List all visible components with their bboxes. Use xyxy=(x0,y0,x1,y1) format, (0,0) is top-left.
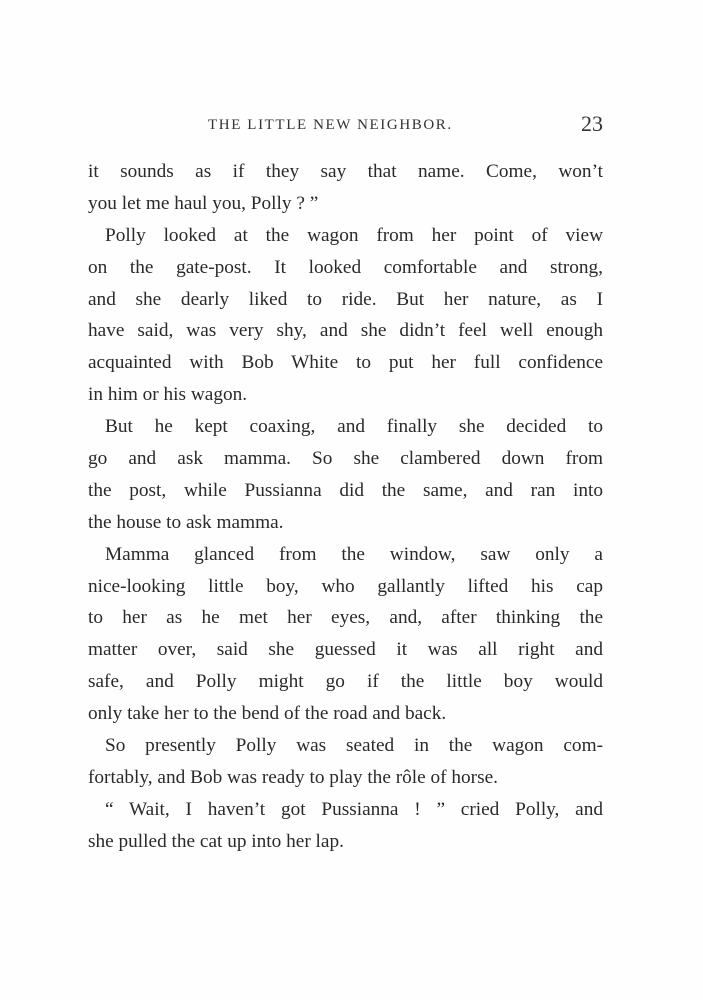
text-line: Polly looked at the wagon from her point of view xyxy=(105,224,603,246)
text-line: in him or his wagon. xyxy=(88,384,248,406)
text-line: fortably, and Bob was ready to play the rôle of horse. xyxy=(88,766,498,788)
text-line: the post, while Pussianna did the same, and ran into xyxy=(88,479,603,501)
text-line: you let me haul you, Polly ? ” xyxy=(88,192,319,214)
text-line: have said, was very shy, and she didn’t feel well enough xyxy=(88,320,603,342)
paragraph-1 xyxy=(88,156,603,220)
text-line: “ Wait, I haven’t got Pussianna ! ” cried Polly, and xyxy=(105,798,603,820)
text-line: to her as he met her eyes, and, after thinking the xyxy=(88,607,603,629)
text-line: the house to ask mamma. xyxy=(88,511,284,533)
paragraph-2 xyxy=(88,220,603,411)
text-line: go and ask mamma. So she clambered down from xyxy=(88,448,603,470)
running-head xyxy=(88,111,603,139)
paragraph-5 xyxy=(88,730,603,794)
paragraph-4 xyxy=(88,539,603,730)
text-line: But he kept coaxing, and finally she decided to xyxy=(105,416,603,438)
text-line: safe, and Polly might go if the little boy would xyxy=(88,671,603,693)
body-text xyxy=(88,156,603,858)
page-number: 23 xyxy=(581,111,603,136)
paragraph-3 xyxy=(88,411,603,539)
running-title: THE LITTLE NEW NEIGHBOR. xyxy=(208,117,453,133)
text-line: matter over, said she guessed it was all right and xyxy=(88,639,603,661)
text-line: it sounds as if they say that name. Come, won’t xyxy=(88,161,603,182)
paragraph-6 xyxy=(88,794,603,858)
text-line: nice-looking little boy, who gallantly lifted his cap xyxy=(88,575,603,597)
text-line: on the gate-post. It looked comfortable and strong, xyxy=(88,256,603,278)
text-line: only take her to the bend of the road and back. xyxy=(88,703,447,725)
text-line: So presently Polly was seated in the wagon com- xyxy=(105,735,603,757)
text-line: acquainted with Bob White to put her full confidence xyxy=(88,352,603,374)
text-line: and she dearly liked to ride. But her nature, as I xyxy=(88,288,603,310)
text-line: she pulled the cat up into her lap. xyxy=(88,830,344,852)
text-line: Mamma glanced from the window, saw only a xyxy=(105,543,603,565)
